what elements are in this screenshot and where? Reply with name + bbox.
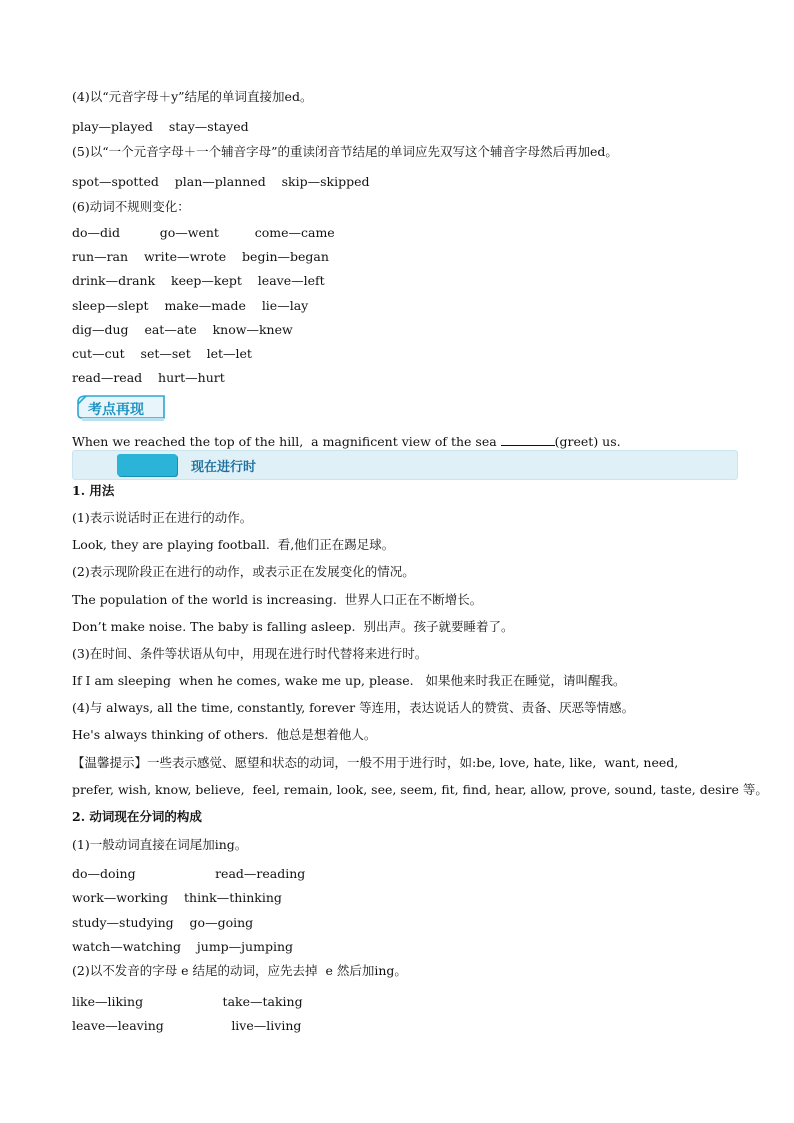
badge-label: 考点再现 — [88, 402, 144, 418]
text-line: (1)一般动词直接在词尾加ing。 — [72, 837, 248, 852]
text-line: (5)以“一个元音字母＋一个辅音字母”的重读闭音节结尾的单词应先双写这个辅音字母然后再加ed。 — [72, 144, 618, 159]
text-line: like—liking take—taking — [72, 994, 303, 1009]
text-line: spot—spotted plan—planned skip—skipped — [72, 174, 370, 189]
tip-line: 【温馨提示】一些表示感觉、愿望和状态的动词，一般不用于进行时，如:be, love, hate, like, want, need, — [72, 755, 679, 770]
heading: 1. 用法 — [72, 483, 115, 498]
text-line: The population of the world is increasing. 世界人口正在不断增长。 — [72, 592, 483, 607]
text-line: (1)表示说话时正在进行的动作。 — [72, 510, 253, 525]
text-line: do—did go—went come—came — [72, 225, 335, 240]
text-line: (6)动词不规则变化： — [72, 199, 190, 214]
text-line: (2)以不发音的字母 e 结尾的动词，应先去掉 e 然后加ing。 — [72, 963, 407, 978]
text-line: (3)在时间、条件等状语从句中，用现在进行时代替将来进行时。 — [72, 646, 428, 661]
text-line: read—read hurt—hurt — [72, 370, 225, 385]
text-line: Don’t make noise. The baby is falling asleep. 别出声。孩子就要睡着了。 — [72, 619, 514, 634]
text-line: dig—dug eat—ate know—knew — [72, 322, 293, 337]
text-line: sleep—slept make—made lie—lay — [72, 298, 309, 313]
exercise-line — [72, 433, 621, 450]
text-line: (2)表示现阶段正在进行的动作，或表示正在发展变化的情况。 — [72, 564, 415, 579]
tip-line: prefer, wish, know, believe, feel, remain, look, see, seem, fit, find, hear, allow, prove, sound, taste, desire 等。 — [72, 782, 768, 797]
text-line: (4)与 always, all the time, constantly, forever 等连用，表达说话人的赞赏、责备、厌恶等情感。 — [72, 700, 635, 715]
text-line: Look, they are playing football. 看,他们正在踢足球。 — [72, 537, 395, 552]
text-line: study—studying go—going — [72, 915, 254, 930]
text-line: work—working think—thinking — [72, 890, 282, 905]
section-header — [72, 450, 738, 480]
heading: 2. 动词现在分词的构成 — [72, 809, 202, 824]
text-line: If I am sleeping when he comes, wake me up, please. 如果他来时我正在睡觉，请叫醒我。 — [72, 673, 626, 688]
text-line: cut—cut set—set let—let — [72, 346, 252, 361]
text-line: drink—drank keep—kept leave—left — [72, 273, 325, 288]
text-line: leave—leaving live—living — [72, 1018, 302, 1033]
text-line: He's always thinking of others. 他总是想着他人。 — [72, 727, 377, 742]
text-line: do—doing read—reading — [72, 866, 306, 881]
answer-blank[interactable] — [501, 433, 555, 446]
section-title: 现在进行时 — [191, 460, 257, 475]
exercise-text: When we reached the top of the hill, a magnificent view of the sea — [72, 434, 501, 449]
section-tag — [117, 454, 177, 476]
text-line: run—ran write—wrote begin—began — [72, 249, 329, 264]
exercise-hint: (greet) us. — [554, 434, 621, 449]
text-line: play—played stay—stayed — [72, 119, 249, 134]
text-line: watch—watching jump—jumping — [72, 939, 294, 954]
text-line: (4)以“元音字母＋y”结尾的单词直接加ed。 — [72, 89, 313, 104]
